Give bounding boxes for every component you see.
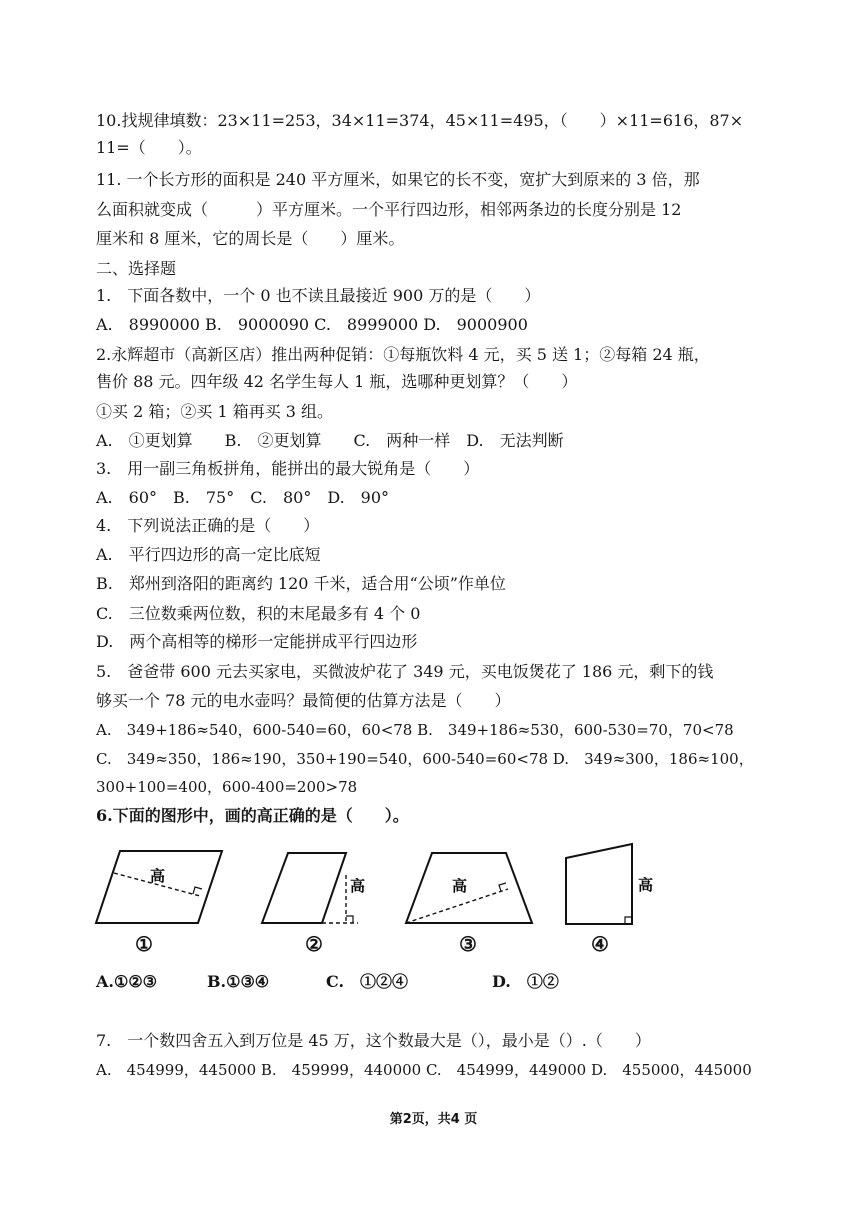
mc6-option-b: B.①③④ xyxy=(207,972,270,991)
figure-3-trapezoid xyxy=(402,845,542,929)
mc6-question: 6.下面的图形中，画的高正确的是（ ）。 xyxy=(96,806,409,825)
mc5-question-1: 5. 爸爸带 600 元去买家电，买微波炉花了 349 元，买电饭煲花了 186 元，剩下的钱 xyxy=(96,662,714,681)
figure-label-4: ④ xyxy=(591,932,609,956)
mc6-option-c: C. ①②④ xyxy=(326,972,409,991)
figure-label-3: ③ xyxy=(459,932,477,956)
mc4-question: 4. 下列说法正确的是（ ） xyxy=(96,516,320,535)
mc5-options-3: 300+100=400，600-400=200>78 xyxy=(96,778,358,796)
mc2-options: A. ①更划算 B. ②更划算 C. 两种一样 D. 无法判断 xyxy=(96,431,564,450)
mc1-options: A. 8990000 B. 9000090 C. 8999000 D. 9000900 xyxy=(96,315,528,334)
height-label: 高 xyxy=(638,876,654,894)
q10-line-2: 11=（ ）。 xyxy=(96,138,202,157)
mc4-option-b: B. 郑州到洛阳的距离约 120 千米，适合用“公顷”作单位 xyxy=(96,574,506,593)
q11-line-2: 么面积就变成（ ）平方厘米。一个平行四边形，相邻两条边的长度分别是 12 xyxy=(96,200,682,219)
q10-line-1: 10.找规律填数：23×11=253，34×11=374，45×11=495，（ ）×11=616，87× xyxy=(96,111,744,130)
figure-4-trapezoid xyxy=(558,838,668,930)
mc5-options-1: A. 349+186≈540，600-540=60，60<78 B. 349+186≈530，600-530=70，70<78 xyxy=(96,721,734,739)
mc2-question-2: 售价 88 元。四年级 42 名学生每人 1 瓶，选哪种更划算？（ ） xyxy=(96,372,578,391)
mc2-question-1: 2.永辉超市（高新区店）推出两种促销：①每瓶饮料 4 元，买 5 送 1；②每箱 24 瓶， xyxy=(96,345,710,364)
q11-line-3: 厘米和 8 厘米，它的周长是（ ）厘米。 xyxy=(96,229,405,248)
mc1-question: 1. 下面各数中，一个 0 也不读且最接近 900 万的是（ ） xyxy=(96,286,541,305)
q11-line-1: 11. 一个长方形的面积是 240 平方厘米，如果它的长不变，宽扩大到原来的 3 倍，那 xyxy=(96,170,700,189)
page-footer: 第2页，共4 页 xyxy=(389,1112,478,1127)
figure-label-2: ② xyxy=(305,932,323,956)
figure-label-1: ① xyxy=(135,932,153,956)
mc3-question: 3. 用一副三角板拼角，能拼出的最大锐角是（ ） xyxy=(96,459,480,478)
mc6-option-a: A.①②③ xyxy=(96,972,158,991)
figure-2-parallelogram xyxy=(252,845,378,929)
mc7-options: A. 454999，445000 B. 459999，440000 C. 454999，449000 D. 455000，445000 xyxy=(96,1061,752,1079)
mc7-question: 7. 一个数四舍五入到万位是 45 万，这个数最大是（），最小是（）.（ ） xyxy=(96,1031,651,1050)
mc6-option-d: D. ①② xyxy=(492,972,559,991)
mc5-question-2: 够买一个 78 元的电水壶吗？最简便的估算方法是（ ） xyxy=(96,691,511,710)
mc5-options-2: C. 349≈350，186≈190，350+190=540，600-540=60<78 D. 349≈300，186≈100， xyxy=(96,750,754,768)
mc2-question-3: ①买 2 箱；②买 1 箱再买 3 组。 xyxy=(96,402,334,421)
mc4-option-c: C. 三位数乘两位数，积的末尾最多有 4 个 0 xyxy=(96,604,421,623)
section-heading: 二、选择题 xyxy=(96,259,177,278)
mc3-options: A. 60° B. 75° C. 80° D. 90° xyxy=(96,488,390,507)
height-label: 高 xyxy=(150,867,166,885)
height-label: 高 xyxy=(452,877,468,895)
mc4-option-a: A. 平行四边形的高一定比底短 xyxy=(96,545,321,564)
mc4-option-d: D. 两个高相等的梯形一定能拼成平行四边形 xyxy=(96,632,418,651)
height-label: 高 xyxy=(350,877,366,895)
figure-1-parallelogram xyxy=(92,845,228,929)
